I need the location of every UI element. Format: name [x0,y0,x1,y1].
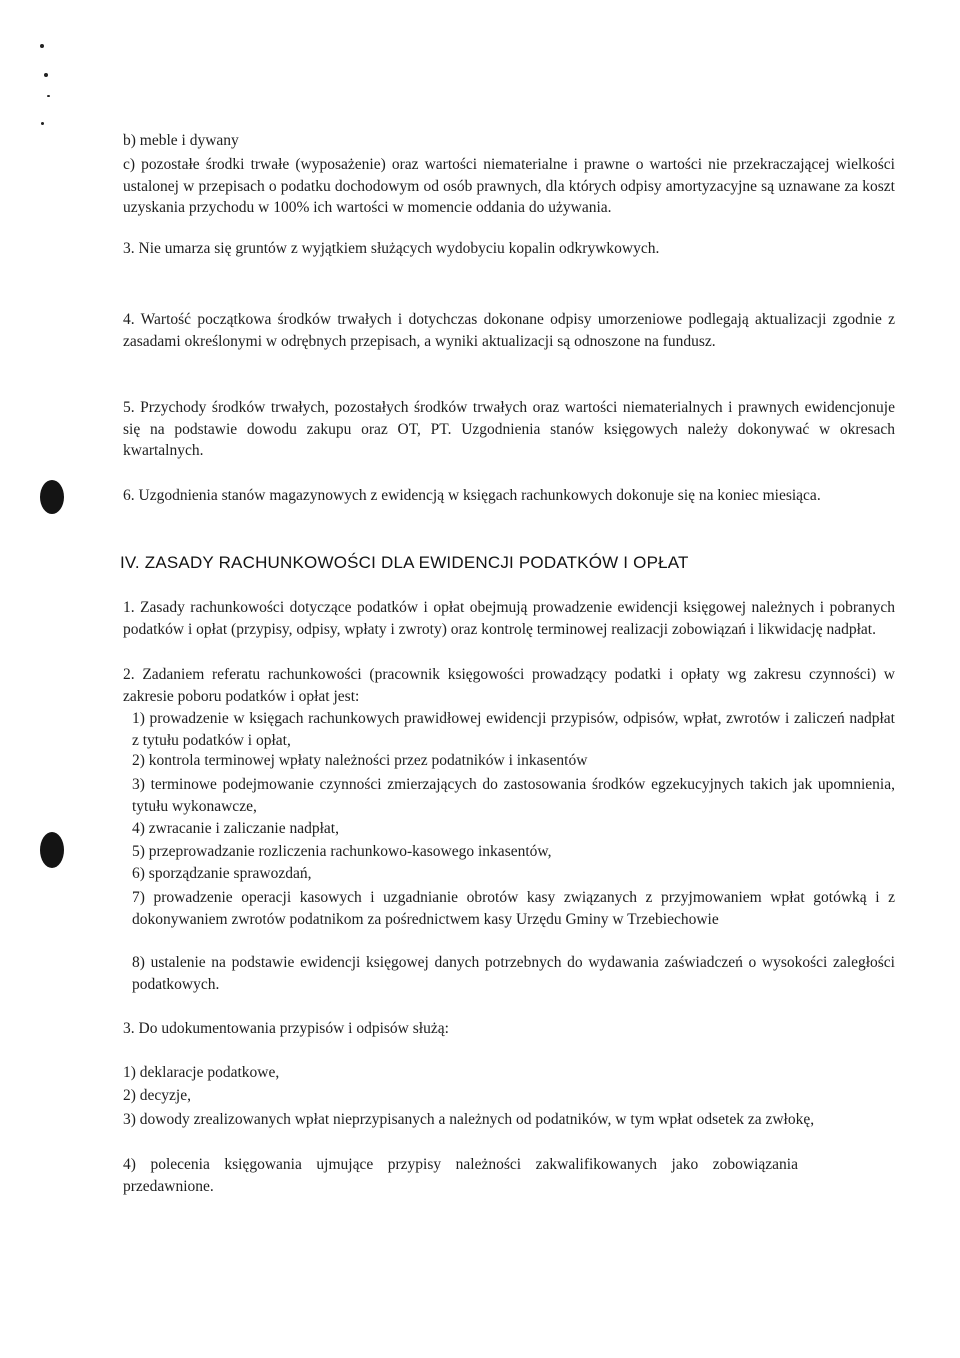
scan-speck [41,122,44,125]
task-item: 7) prowadzenie operacji kasowych i uzgadnianie obrotów kasy związanych z przyjmowaniem wpłat gotówką i z dokonywaniem zwrotów podatnikom za pośrednictwem kasy Urzędu Gminy w Trzebiechowie [132,889,895,928]
section-iv-title: IV. ZASADY RACHUNKOWOŚCI DLA EWIDENCJI PODATKÓW I OPŁAT [120,553,689,572]
section-iv-paragraph-2: 2. Zadaniem referatu rachunkowości (pracownik księgowości prowadzący podatki i opłaty wg zakresu czynności) w zakresie poboru podatków i opłat jest: [123,666,895,705]
binder-hole-mark [40,832,64,868]
paragraph-5: 5. Przychody środków trwałych, pozostałych środków trwałych oraz wartości niematerialnych i prawnych ewidencjonuje się na podstawie dowodu zakupu oraz OT, PT. Uzgodnienia stanów księgowych należy dokonywać w okresach kwartalnych. [123,399,895,459]
paragraph-6: 6. Uzgodnienia stanów magazynowych z ewidencją w księgach rachunkowych dokonuje się na koniec miesiąca. [123,487,821,504]
task-item: 6) sporządzanie sprawozdań, [132,865,312,882]
task-item: 3) terminowe podejmowanie czynności zmierzających do zastosowania środków egzekucyjnych takich jak upomnienia, tytułu wykonawcze, [132,776,895,815]
document-item: 1) deklaracje podatkowe, [123,1064,280,1081]
task-item: 5) przeprowadzanie rozliczenia rachunkowo-kasowego inkasentów, [132,843,552,860]
document-item: 3) dowody zrealizowanych wpłat nieprzypisanych a należnych od podatników, w tym wpłat odsetek za zwłokę, [123,1111,815,1128]
paragraph-3: 3. Nie umarza się gruntów z wyjątkiem służących wydobyciu kopalin odkrywkowych. [123,240,660,257]
section-iv-paragraph-1: 1. Zasady rachunkowości dotyczące podatków i opłat obejmują prowadzenie ewidencji księgowej należnych i pobranych podatków i opłat (przypisy, odpisy, wpłaty i zwroty) oraz kontrolę terminowej realizacji zobowiązań i likwidację nadpłat. [123,599,895,638]
item-c: c) pozostałe środki trwałe (wyposażenie) oraz wartości niematerialne i prawne o wartości nie przekraczającej wielkości ustalonej w przepisach o podatku dochodowym od osób prawnych, dla których odpisy amortyzacyjne są uznawane za koszt uzyskania przychodu w 100% ich wartości w momencie oddania do używania. [123,156,895,216]
scan-speck [40,44,44,48]
task-item: 8) ustalenie na podstawie ewidencji księgowej danych potrzebnych do wydawania zaświadczeń o wysokości zaległości podatkowych. [132,954,895,993]
section-iv-paragraph-3: 3. Do udokumentowania przypisów i odpisów służą: [123,1020,449,1037]
document-item: 4) polecenia księgowania ujmujące przypisy należności zakwalifikowanych jako zobowiązania przedawnione. [123,1156,798,1195]
binder-hole-mark [40,480,64,514]
scan-speck [44,73,48,77]
document-item: 2) decyzje, [123,1087,191,1104]
task-item: 2) kontrola terminowej wpłaty należności przez podatników i inkasentów [132,752,588,769]
item-b: b) meble i dywany [123,132,239,149]
task-item: 1) prowadzenie w księgach rachunkowych prawidłowej ewidencji przypisów, odpisów, wpłat, zwrotów i zaliczeń nadpłat z tytułu podatków i opłat, [132,710,895,749]
task-item: 4) zwracanie i zaliczanie nadpłat, [132,820,339,837]
scan-speck [47,95,50,97]
paragraph-4: 4. Wartość początkowa środków trwałych i dotychczas dokonane odpisy umorzeniowe podlegają aktualizacji zgodnie z zasadami określonymi w odrębnych przepisach, a wyniki aktualizacji są odnoszone na fundusz. [123,311,895,350]
